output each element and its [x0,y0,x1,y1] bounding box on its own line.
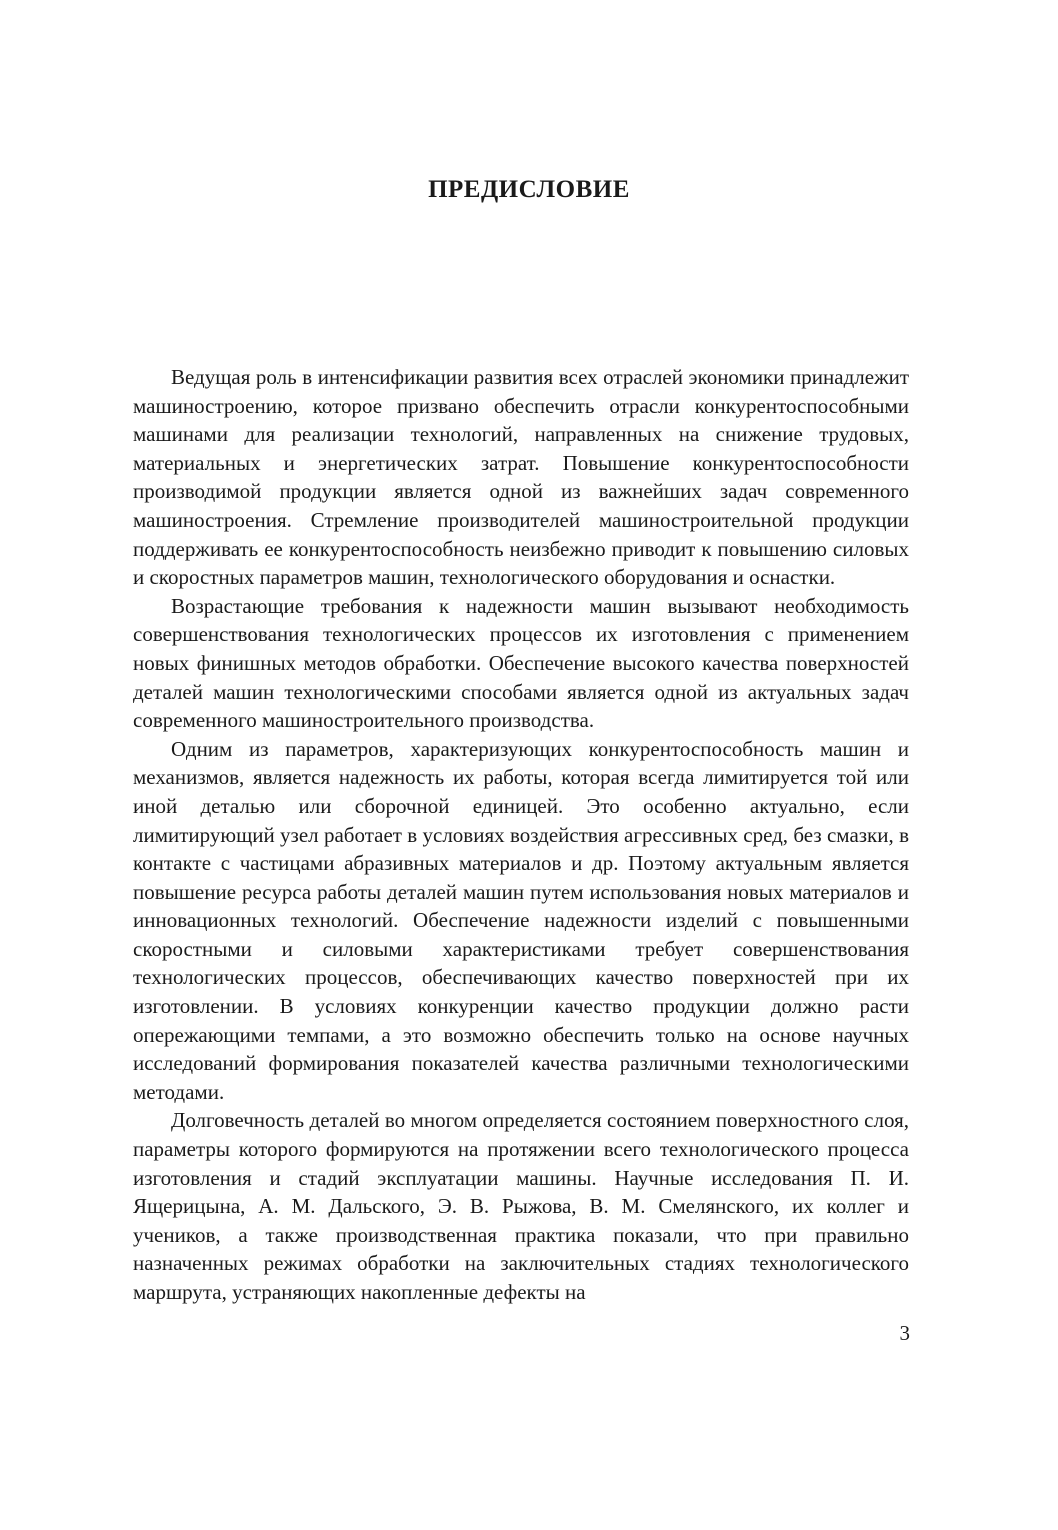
paragraph: Ведущая роль в интенсификации развития всех отраслей экономики принадлежит машиностроению, которое призвано обеспечить отрасли конкурентоспособными машинами для реализации технологий, направленных на снижение трудовых, материальных и энергетических затрат. Повышение конкурентоспособности производимой продукции является одной из важнейших задач современного машиностроения. Стремление производителей машиностроительной продукции поддерживать ее конкурентоспособность неизбежно приводит к повышению силовых и скоростных параметров машин, технологического оборудования и оснастки. [133,365,909,590]
paragraph: Одним из параметров, характеризующих конкурентоспособность машин и механизмов, является надежность их работы, которая всегда лимитируется той или иной деталью или сборочной единицей. Это особенно актуально, если лимитирующий узел работает в условиях воздействия агрессивных сред, без смазки, в контакте с частицами абразивных материалов и др. Поэтому актуальным является повышение ресурса работы деталей машин путем использования новых материалов и инновационных технологий. Обеспечение надежности изделий с повышенными скоростными и силовыми характеристиками требует совершенствования технологических процессов, обеспечивающих качество поверхностей при их изготовлении. В условиях конкуренции качество продукции должно расти опережающими темпами, а это возможно обеспечить только на основе научных исследований формирования показателей качества различными технологическими методами. [133,736,909,1104]
page-title: ПРЕДИСЛОВИЕ [428,176,630,203]
page-number: 3 [899,1321,910,1345]
paragraph: Долговечность деталей во многом определяется состоянием поверхностного слоя, параметры которого формируются на протяжении всего технологического процесса изготовления и стадий эксплуатации машины. Научные исследования П. И. Ящерицына, А. М. Дальского, Э. В. Рыжова, В. М. Смелянского, их коллег и учеников, а также производственная практика показали, что при правильно назначенных режимах обработки на заключительных стадиях технологического маршрута, устраняющих накопленные дефекты на [133,1108,909,1304]
paragraph: Возрастающие требования к надежности машин вызывают необходимость совершенствования технологических процессов их изготовления с применением новых финишных методов обработки. Обеспечение высокого качества поверхностей деталей машин технологическими способами является одной из актуальных задач современного машиностроительного производства. [133,593,909,733]
body-text [133,363,909,1307]
